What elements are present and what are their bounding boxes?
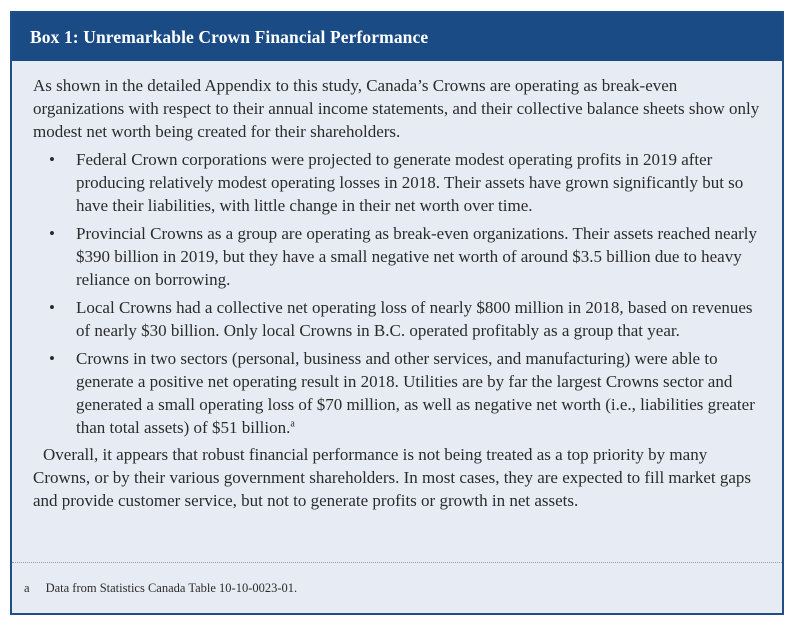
list-item (33, 222, 764, 291)
footnote-marker-label: a (24, 581, 30, 595)
intro-paragraph: As shown in the detailed Appendix to this study, Canada’s Crowns are operating as break-even organizations with respect to their annual income statements, and their collective balance sheets show only modest net worth being created for their shareholders. (33, 76, 760, 141)
footnote-divider (12, 562, 782, 563)
box-body (12, 61, 782, 512)
bullet-icon: • (49, 298, 55, 317)
conclusion-paragraph: Overall, it appears that robust financial performance is not being treated as a top priority by many Crowns, or by their various government shareholders. In most cases, they are expected to fill market gaps and provide customer service, but not to generate profits or growth in net assets. (33, 445, 752, 510)
bullet-icon: • (49, 349, 55, 368)
bullet-icon: • (49, 224, 55, 243)
info-box (10, 11, 784, 615)
footnote-marker: a (290, 418, 295, 430)
list-item (33, 148, 764, 217)
bullet-list (33, 148, 764, 439)
bullet-icon: • (49, 150, 55, 169)
bullet-text: Local Crowns had a collective net operating loss of nearly $800 million in 2018, based on revenues of nearly $30 billion. Only local Crowns in B.C. operated profitably as a group that year. (76, 298, 753, 340)
bullet-text: Federal Crown corporations were projected to generate modest operating profits in 2019 after producing relatively modest operating losses in 2018. Their assets have grown significantly but so have their liabilities, with little change in their net worth over time. (76, 150, 744, 215)
bullet-text: Crowns in two sectors (personal, business and other services, and manufacturing) were able to generate a positive net operating result in 2018. Utilities are by far the largest Crowns sector and generated a small operating loss of $70 million, as well as negative net worth (i.e., liabilities greater than total assets) of $51 billion. (76, 349, 755, 437)
footnote-text: Data from Statistics Canada Table 10-10-0023-01. (45, 581, 298, 595)
footnote (24, 581, 297, 596)
box-title: Box 1: Unremarkable Crown Financial Performance (12, 13, 782, 61)
list-item (33, 296, 764, 342)
list-item (33, 347, 764, 439)
bullet-text: Provincial Crowns as a group are operating as break-even organizations. Their assets reached nearly $390 billion in 2019, but they have a small negative net worth of around $3.5 billion due to heavy reliance on borrowing. (76, 224, 758, 289)
